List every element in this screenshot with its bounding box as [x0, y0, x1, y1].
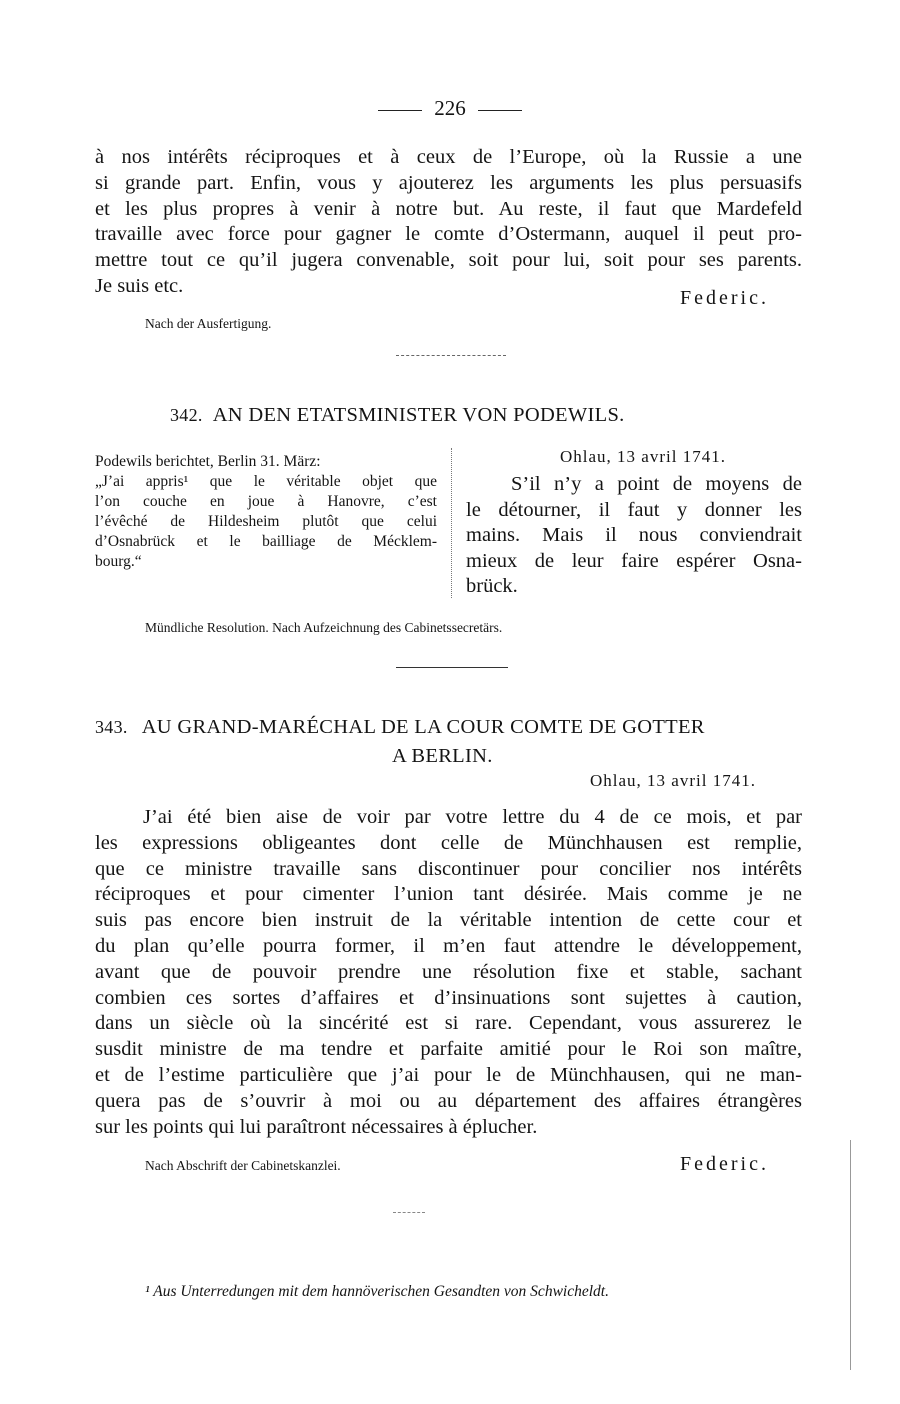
- section-divider: [396, 667, 508, 668]
- text-line: travaille avec force pour gagner le comte d’Ostermann, auquel il peut pro-: [95, 223, 802, 246]
- text-line: Je suis etc.: [95, 274, 184, 297]
- text-line: sur les points qui lui paraîtront nécessaires à éplucher.: [95, 1115, 538, 1138]
- intro-source-note: Nach der Ausfertigung.: [145, 316, 272, 331]
- intro-signature: Federic.: [680, 287, 769, 309]
- letter-343-number: 343.: [95, 717, 128, 737]
- resolution-line: mains. Mais il nous conviendrait: [466, 524, 802, 546]
- resolution-line: brück.: [466, 575, 518, 597]
- resolution-line: S’il n’y a point de moyens de: [511, 473, 802, 495]
- podewils-report: [95, 452, 437, 572]
- letter-342-dateline: Ohlau, 13 avril 1741.: [560, 447, 726, 466]
- letter-342-source-note: Mündliche Resolution. Nach Aufzeichnung des Cabinetssecretärs.: [145, 620, 503, 635]
- letter-343-dateline: Ohlau, 13 avril 1741.: [590, 771, 756, 790]
- section-divider: [396, 355, 506, 356]
- letter-343-heading: [95, 716, 705, 739]
- text-line: quera pas de s’ouvrir à moi ou au département des affaires étrangères: [95, 1089, 802, 1112]
- report-line: d’Osnabrück et le bailliage de Mécklem-: [95, 533, 437, 550]
- text-line: J’ai été bien aise de voir par votre lettre du 4 de ce mois, et par: [143, 806, 802, 828]
- report-line: Podewils berichtet, Berlin 31. März:: [95, 453, 321, 470]
- intro-paragraph: [95, 145, 802, 300]
- report-line: l’évêché de Hildesheim plutôt que celui: [95, 513, 437, 530]
- column-separator: [451, 448, 452, 598]
- report-line: l’on couche en joue à Hanovre, c’est: [95, 493, 437, 510]
- text-line: réciproques et pour cimenter l’union tant désirée. Mais comme je ne: [95, 883, 802, 906]
- letter-343-title-line1: AU GRAND-MARÉCHAL DE LA COUR COMTE DE GOTTER: [141, 716, 705, 738]
- text-line: que ce ministre travaille sans discontinuer pour concilier nos intérêts: [95, 857, 802, 880]
- resolution-line: le détourner, il faut y donner les: [466, 498, 802, 521]
- text-line: suis pas encore bien instruit de la véritable intention de cette cour et: [95, 909, 802, 932]
- resolution-line: mieux de leur faire espérer Osna-: [466, 549, 802, 572]
- text-line: du plan qu’elle pourra former, il m’en faut attendre le développement,: [95, 934, 802, 957]
- text-line: et de l’estime particulière que j’ai pour le de Münchhausen, qui ne man-: [95, 1063, 802, 1086]
- text-line: et les plus propres à venir à notre but. Au reste, il faut que Mardefeld: [95, 197, 802, 220]
- letter-342-title: AN DEN ETATSMINISTER VON PODEWILS.: [212, 404, 625, 426]
- text-line: à nos intérêts réciproques et à ceux de l’Europe, où la Russie a une: [95, 146, 802, 168]
- footnote: ¹ Aus Unterredungen mit dem hannöverischen Gesandten von Schwicheldt.: [145, 1283, 609, 1300]
- text-line: les expressions obligeantes dont celle de Münchhausen est remplie,: [95, 831, 802, 854]
- letter-343-source-note: Nach Abschrift der Cabinetskanzlei.: [145, 1158, 341, 1173]
- text-line: si grande part. Enfin, vous y ajouterez les arguments les plus persuasifs: [95, 171, 802, 194]
- report-line: bourg.“: [95, 553, 142, 570]
- text-line: dans un siècle où la sincérité est si rare. Cependant, vous assurerez le: [95, 1012, 802, 1035]
- king-resolution: [466, 472, 802, 600]
- text-line: combien ces sortes d’affaires et d’insinuations sont sujettes à caution,: [95, 986, 802, 1009]
- letter-343-body: [95, 805, 802, 1140]
- letter-342-number: 342.: [170, 405, 203, 425]
- page-number-dash-right: [478, 110, 522, 111]
- text-line: susdit ministre de ma tendre et parfaite amitié pour le Roi son maître,: [95, 1038, 802, 1061]
- text-line: mettre tout ce qu’il jugera convenable, soit pour lui, soit pour ses parents.: [95, 249, 802, 272]
- letter-343-title-line2: A BERLIN.: [392, 745, 493, 767]
- margin-line: [850, 1140, 851, 1370]
- page-number-dash-left: [378, 110, 422, 111]
- page-number-text: 226: [434, 96, 466, 120]
- text-line: avant que de pouvoir prendre une résolution fixe et stable, sachant: [95, 960, 802, 983]
- letter-343-signature: Federic.: [680, 1153, 769, 1175]
- letter-342-heading: [170, 404, 625, 427]
- page-number: [0, 96, 900, 121]
- report-line: „J’ai appris¹ que le véritable objet que: [95, 473, 437, 490]
- section-divider: [393, 1212, 425, 1213]
